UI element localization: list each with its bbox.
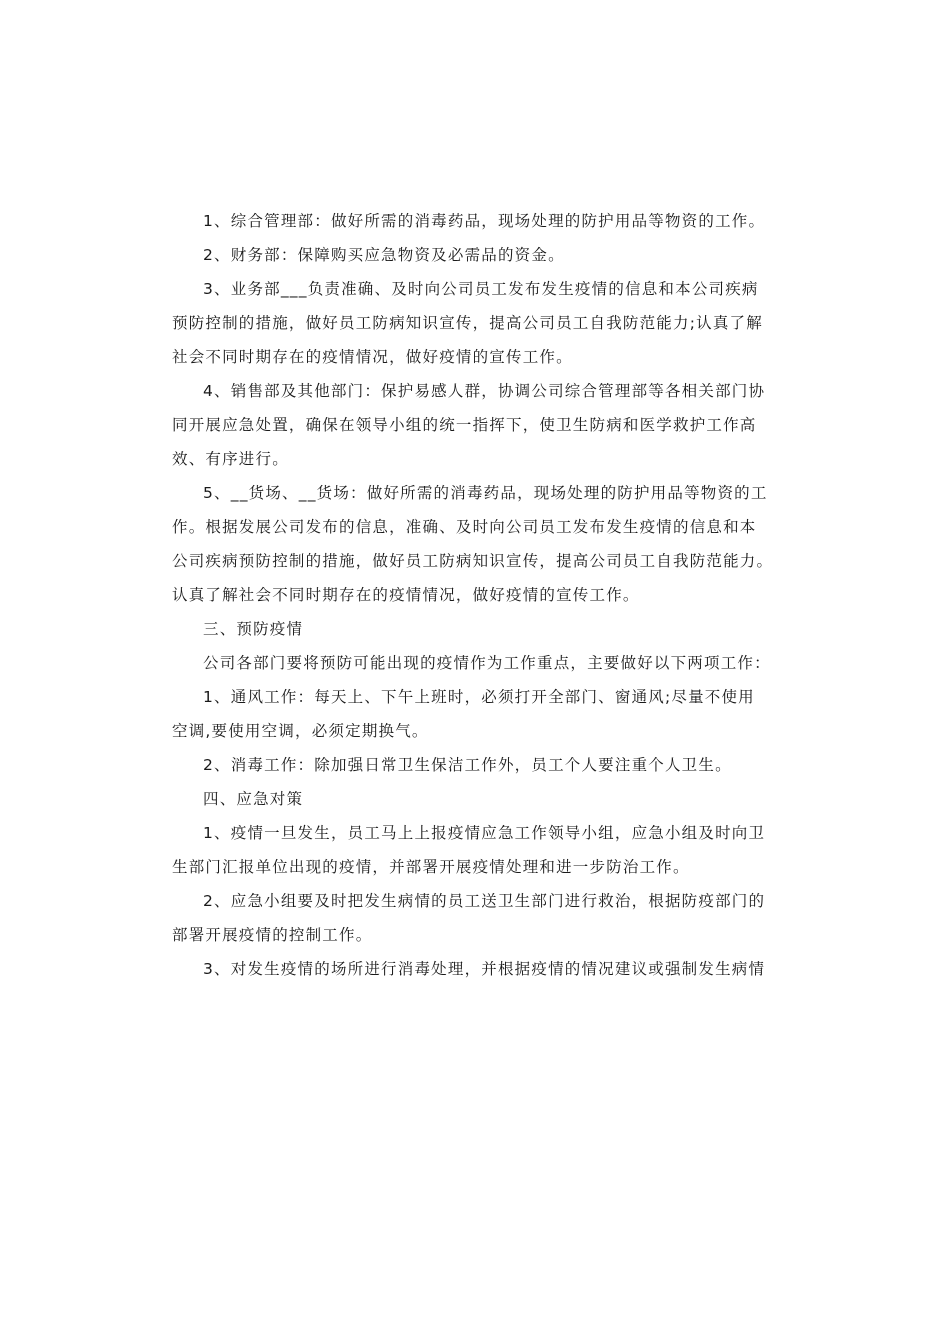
text-line: 3、业务部___负责准确、及时向公司员工发布发生疫情的信息和本公司疾病 [203,280,759,298]
text-line: 四、应急对策 [203,790,304,808]
text-line: 社会不同时期存在的疫情情况，做好疫情的宣传工作。 [172,348,573,366]
text-line: 1、通风工作：每天上、下午上班时，必须打开全部门、窗通风;尽量不使用 [203,688,755,706]
document-body [172,204,792,986]
text-line: 预防控制的措施，做好员工防病知识宣传，提高公司员工自我防范能力;认真了解 [172,314,763,332]
text-line: 作。根据发展公司发布的信息，准确、及时向公司员工发布发生疫情的信息和本 [172,518,757,536]
text-line: 3、对发生疫情的场所进行消毒处理，并根据疫情的情况建议或强制发生病情 [203,960,766,978]
text-line: 认真了解社会不同时期存在的疫情情况，做好疫情的宣传工作。 [172,586,640,604]
text-line: 部署开展疫情的控制工作。 [172,926,373,944]
text-line: 5、__货场、__货场：做好所需的消毒药品，现场处理的防护用品等物资的工 [203,484,768,502]
text-line: 公司疾病预防控制的措施，做好员工防病知识宣传，提高公司员工自我防范能力。 [172,552,774,570]
text-line: 三、预防疫情 [203,620,304,638]
text-line: 效、有序进行。 [172,450,289,468]
text-line: 2、消毒工作：除加强日常卫生保洁工作外，员工个人要注重个人卫生。 [203,756,732,774]
text-line: 1、疫情一旦发生，员工马上上报疫情应急工作领导小组，应急小组及时向卫 [203,824,766,842]
text-line: 2、应急小组要及时把发生病情的员工送卫生部门进行救治，根据防疫部门的 [203,892,766,910]
text-line: 空调,要使用空调，必须定期换气。 [172,722,429,740]
text-line: 生部门汇报单位出现的疫情，并部署开展疫情处理和进一步防治工作。 [172,858,690,876]
text-line: 2、财务部：保障购买应急物资及必需品的资金。 [203,246,565,264]
text-line: 同开展应急处置，确保在领导小组的统一指挥下，使卫生防病和医学救护工作高 [172,416,757,434]
text-line: 公司各部门要将预防可能出现的疫情作为工作重点，主要做好以下两项工作： [203,654,771,672]
text-line: 1、综合管理部：做好所需的消毒药品，现场处理的防护用品等物资的工作。 [203,212,766,230]
text-line: 4、销售部及其他部门：保护易感人群，协调公司综合管理部等各相关部门协 [203,382,766,400]
